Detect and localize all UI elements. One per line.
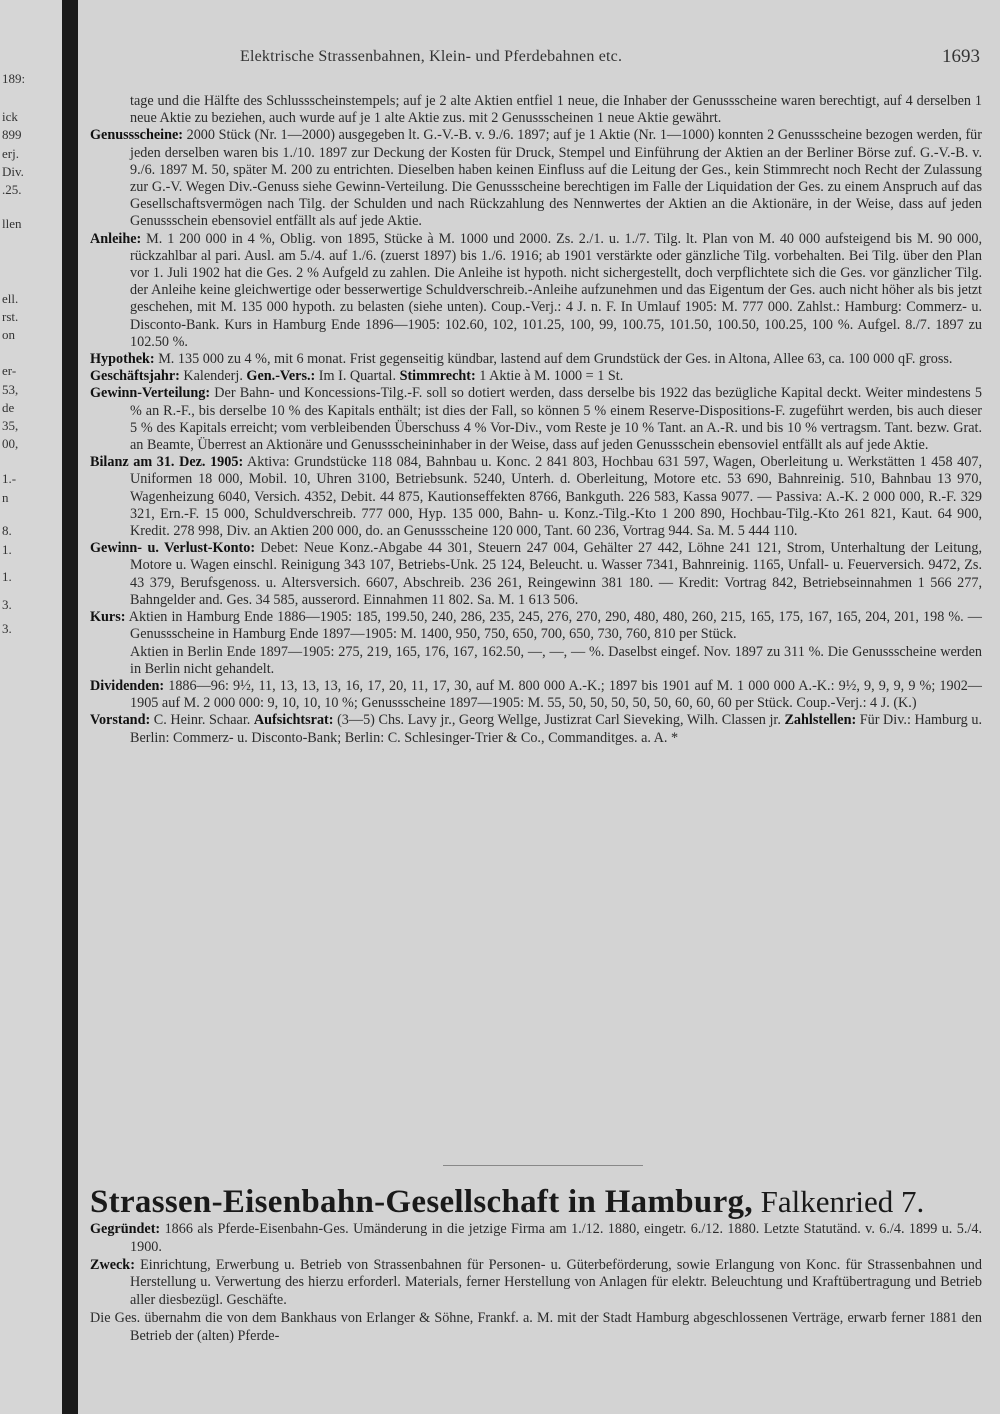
company-name: Strassen-Eisenbahn-Gesellschaft in Hamburg, bbox=[90, 1184, 753, 1220]
text-gewinn-verlust: Debet: Neue Konz.-Abgabe 44 301, Steuern 247 004, Gehälter 27 442, Löhne 241 121, Strom, Unterhaltung der Leitung, Motore u. Wagen einschl. Reinigung 343 107, Betriebs-Unk. 25 124, Beleucht. u. Wasser 7341, Bahnreinig. 1165, Unfall- u. Feuerversich. 9472, Zs. 43 379, Berufsgenoss. u. Altersversich. 6607, Abschreib. 236 261, Reingewinn 381 180. — Kredit: Vortrag 842, Betriebseinnahmen 1 566 277, Bahngelder and. Ges. 34 585, ausserord. Einnahmen 11 802. Sa. M. 1 613 506. bbox=[130, 540, 982, 608]
label-zahlstellen: Zahlstellen: bbox=[784, 712, 857, 729]
margin-fragment: ell. bbox=[2, 291, 19, 306]
text-anleihe: M. 1 200 000 in 4 %, Oblig. von 1895, Stücke à M. 1000 und 2000. Zs. 2./1. u. 1./7. Tilg. lt. Plan von M. 40 000 aufsteigend bis M. 90 000, rückzahlbar al pari. Ausl. am 5./4. auf 1./6. (zuerst 1897) bis 1./6. 1916; ab 1901 verstärkte oder gänzliche Tilg. vorbehalten. Bei Tilg. über den Plan vor 1. Juli 1902 hat die Ges. 2 % Aufgeld zu zahlen. Die Anleihe ist hypoth. nicht sichergestellt, doch verpflichtete sich die Ges. vor gänzlicher Tilg. der Anleihe keine gleichwertige oder besserwertige Schuldverschreib.-Anleihe aufzunehmen und das Eigentum der Ges. auch nicht höher als bis jetzt geschehen, mit M. 135 000 hypoth. zu belasten (siehe unten). Coup.-Verj.: 4 J. n. F. In Umlauf 1905: M. 777 000. Zahlst.: Hamburg: Commerz- u. Disconto-Bank. Kurs in Hamburg Ende 1896—1905: 102.60, 102, 101.25, 100, 99, 100.75, 101.50, 100.50, 100.25, 100 %. Aufgel. 8./7. 1897 zu 102.50 %. bbox=[130, 230, 982, 350]
margin-fragment: 1. bbox=[2, 569, 12, 584]
text-stimmrecht: 1 Aktie à M. 1000 = 1 St. bbox=[475, 368, 624, 385]
paragraph-intro: tage und die Hälfte des Schlussscheinstempels; auf je 2 alte Aktien entfiel 1 neue, die Inhaber der Genussscheine waren berechtigt, auf 4 derselben 1 neue Aktie zu beziehen, auch wurde auf je 1 alte Aktie zus. mit 2 Genussscheinen 1 neue Aktie gewährt. bbox=[130, 93, 982, 127]
paragraph-closing: Die Ges. übernahm die von dem Bankhaus von Erlanger & Söhne, Frankf. a. M. mit der Stadt Hamburg abgeschlossenen Verträge, erwarb ferner 1881 den Betrieb der (alten) Pferde- bbox=[90, 1309, 982, 1344]
label-stimmrecht: Stimmrecht: bbox=[399, 368, 476, 385]
label-dividenden: Dividenden: bbox=[90, 677, 165, 694]
text-aufsichtsrat: (3—5) Chs. Lavy jr., Georg Wellge, Justizrat Carl Sieveking, Wilh. Classen jr. bbox=[333, 712, 785, 729]
label-gewinn-verteilung: Gewinn-Verteilung: bbox=[90, 385, 211, 402]
header-title: Elektrische Strassenbahnen, Klein- und Pferdebahnen etc. bbox=[240, 48, 623, 65]
text-vorstand: C. Heinr. Schaar. bbox=[150, 712, 254, 729]
margin-fragment: 3. bbox=[2, 621, 12, 636]
label-gewinn-verlust: Gewinn- u. Verlust-Konto: bbox=[90, 540, 256, 557]
margin-fragment: 53, bbox=[2, 382, 19, 397]
text-zahlstellen: Für Div.: Hamburg u. Berlin: Commerz- u. Disconto-Bank; Berlin: C. Schlesinger-Trier & Co., Commanditges. a. A. * bbox=[130, 712, 982, 746]
margin-fragment: 8. bbox=[2, 523, 12, 538]
margin-fragment: ick bbox=[2, 109, 18, 124]
paragraph-gewinn-verlust bbox=[90, 540, 982, 609]
label-genussscheine: Genussscheine: bbox=[90, 127, 184, 144]
paragraph-vorstand bbox=[90, 712, 982, 746]
margin-fragment: er- bbox=[2, 363, 17, 378]
margin-fragment: erj. bbox=[2, 146, 19, 161]
text-genussscheine: 2000 Stück (Nr. 1—2000) ausgegeben lt. G.-V.-B. v. 9./6. 1897; auf je 1 Aktie (Nr. 1—1000) konnten 2 Genussscheine bezogen werden, für jeden derselben waren bis 1./10. 1897 zur Deckung der Kosten für Druck, Stempel und Einführung der Aktien an der Berliner Börse zuf. G.-V.-B. v. 9./6. 1897 M. 50, später M. 200 zu entrichten. Dieselben haben keinen Einfluss auf die Leitung der Ges., kein Stimmrecht noch Recht der Zulassung zur G.-V. Wegen Div.-Genuss siehe Gewinn-Verteilung. Die Genussscheine berechtigen im Falle der Liquidation der Ges. zu einem Anspruch auf das Gesellschaftsvermögen nach Tilg. der Schulden und nach Rückzahlung des Nennwertes der Aktien an die Aktionäre, in der Weise, dass auf jeden Genussschein ebensoviel entfällt als auf jede Aktie. bbox=[130, 127, 982, 230]
paragraph-gegruendet bbox=[90, 1221, 982, 1257]
margin-fragment: .25. bbox=[2, 182, 22, 197]
paragraph-gewinn-verteilung bbox=[90, 385, 982, 454]
page bbox=[78, 0, 1000, 1414]
label-gegruendet: Gegründet: bbox=[90, 1221, 161, 1237]
label-kurs: Kurs: bbox=[90, 609, 126, 626]
label-aufsichtsrat: Aufsichtsrat: bbox=[253, 712, 334, 729]
label-zweck: Zweck: bbox=[90, 1256, 135, 1273]
company-address: Falkenried 7. bbox=[752, 1184, 925, 1219]
paragraph-kurs-berlin: Aktien in Berlin Ende 1897—1905: 275, 219, 165, 176, 167, 162.50, —, —, — %. Daselbst eingef. Nov. 1897 zu 311 %. Die Genussscheine werden in Berlin nicht gehandelt. bbox=[130, 643, 982, 677]
text-gegruendet: 1866 als Pferde-Eisenbahn-Ges. Umänderung in die jetzige Firma am 1./12. 1880, eingetr. 6./12. 1880. Letzte Statutänd. v. 6./4. 1899 u. 5./4. 1900. bbox=[130, 1221, 982, 1255]
text-zweck: Einrichtung, Erwerbung u. Betrieb von Strassenbahnen für Personen- u. Güterbeförderung, sowie Erlangung von Konc. für Strassenbahnen und Herstellung u. Verwertung des hierzu erforderl. Materials, ferner Herstellung von Anlagen für elektr. Beleuchtung und Kraftübertragung und Betrieb aller diesbezügl. Geschäfte. bbox=[130, 1256, 982, 1309]
margin-fragment: 1.- bbox=[2, 471, 17, 486]
company-entry-continued bbox=[90, 93, 982, 747]
text-hypothek: M. 135 000 zu 4 %, mit 6 monat. Frist gegenseitig kündbar, lastend auf dem Grundstück der Ges. in Altona, Allee 63, ca. 100 000 qF. gross. bbox=[154, 351, 953, 368]
margin-fragment: rst. bbox=[2, 309, 19, 324]
margin-fragment: 35, bbox=[2, 418, 19, 433]
label-hypothek: Hypothek: bbox=[90, 351, 155, 368]
book-gutter bbox=[62, 0, 78, 1414]
text-gen-vers: Im I. Quartal. bbox=[315, 368, 400, 385]
margin-fragment: 3. bbox=[2, 597, 12, 612]
paragraph-zweck bbox=[90, 1257, 982, 1310]
text-gewinn-verteilung: Der Bahn- und Koncessions-Tilg.-F. soll so dotiert werden, dass derselbe bis 1922 das bezügliche Kapital deckt. Weiter mindestens 5 % an R.-F., bis derselbe 10 % des Kapitals enthält; ist dies der Fall, so können 5 % einem Reserve-Dispositions-F. zugeführt werden, bis auch dieser 5 % des Kapitals erreicht; vom verbleibenden Überschuss 4 % Vor-Div., vom Reste je 10 % Tant. an A.-R. und bis 10 % vertragsm. Tant. bezw. Grat. an Beamte, Überrest an Aktionäre und Genussscheininhaber in der Weise, dass auf jeden Genussschein ebensoviel entfällt als auf jede Aktie. bbox=[130, 385, 982, 454]
label-bilanz: Bilanz am 31. Dez. 1905: bbox=[90, 454, 244, 471]
margin-fragment: on bbox=[2, 327, 15, 342]
label-vorstand: Vorstand: bbox=[90, 712, 151, 729]
paragraph-bilanz bbox=[90, 454, 982, 540]
company-entry bbox=[90, 1221, 982, 1346]
paragraph-hypothek bbox=[90, 351, 982, 368]
label-anleihe: Anleihe: bbox=[90, 230, 142, 247]
margin-fragment: llen bbox=[2, 216, 22, 231]
margin-fragment: 899 bbox=[2, 127, 22, 142]
paragraph-genussscheine bbox=[90, 127, 982, 230]
paragraph-dividenden bbox=[90, 678, 982, 712]
margin-fragment: de bbox=[2, 400, 15, 415]
margin-fragment: 1. bbox=[2, 542, 12, 557]
section-divider bbox=[443, 1165, 643, 1166]
paragraph-kurs bbox=[90, 609, 982, 643]
text-bilanz: Aktiva: Grundstücke 118 084, Bahnbau u. Konc. 2 841 803, Hochbau 631 597, Wagen, Oberleitung u. Werkstätten 1 458 407, Uniformen 18 000, Mobil. 10, Uhren 3100, Betriebsunk. 5240, Unterh. d. Oberleitung, Motore etc. 53 690, Bahnreinig. 510, Bahnbau 13 970, Wagenheizung 6040, Versich. 4352, Debit. 44 875, Kautionseffekten 8766, Bankguth. 226 583, Kassa 9077. — Passiva: A.-K. 2 000 000, R.-F. 329 321, Ern.-F. 15 000, Schuldverschreib. 777 000, Hyp. 135 000, Bahn- u. Konz.-Tilg.-Kto 1 200 890, Hochbau-Tilg.-Kto 261 821, Kaut. 64 900, Kredit. 278 998, Div. an Aktien 200 000, do. an Genussscheine 120 000, Tant. 60 236, Vortrag 944. Sa. M. 5 444 110. bbox=[130, 454, 982, 540]
margin-fragment: Div. bbox=[2, 164, 24, 179]
text-kurs: Aktien in Hamburg Ende 1886—1905: 185, 199.50, 240, 286, 235, 245, 276, 270, 290, 480, 480, 260, 215, 165, 175, 167, 165, 204, 201, 198 %. — Genussscheine in Hamburg Ende 1897—1905: M. 1400, 950, 750, 650, 700, 650, 730, 760, 810 per Stück. bbox=[125, 609, 982, 643]
text-dividenden: 1886—96: 9½, 11, 13, 13, 13, 16, 17, 20, 11, 17, 30, auf M. 800 000 A.-K.; 1897 bis 1901 auf M. 1 000 000 A.-K.: 9½, 9, 9, 9, 9 %; 1902—1905 auf M. 2 000 000: 9, 10, 10, 10 %; Genussscheine 1897—1905: M. 55, 50, 50, 50, 50, 50, 60, 60, 60 per Stück. Coup.-Verj.: 4 J. (K.) bbox=[130, 677, 982, 712]
page-number: 1693 bbox=[942, 46, 980, 67]
margin-fragment: n bbox=[2, 490, 9, 505]
margin-fragment: 00, bbox=[2, 436, 19, 451]
paragraph-geschaeftsjahr bbox=[90, 368, 982, 385]
label-geschaeftsjahr: Geschäftsjahr: bbox=[90, 368, 180, 385]
label-gen-vers: Gen.-Vers.: bbox=[246, 368, 316, 385]
text-geschaeftsjahr: Kalenderj. bbox=[179, 368, 247, 385]
company-heading bbox=[90, 1183, 982, 1221]
margin-fragment: 189: bbox=[2, 71, 26, 86]
paragraph-anleihe bbox=[90, 231, 982, 351]
left-page-margin bbox=[0, 0, 62, 1414]
running-header bbox=[90, 48, 980, 72]
